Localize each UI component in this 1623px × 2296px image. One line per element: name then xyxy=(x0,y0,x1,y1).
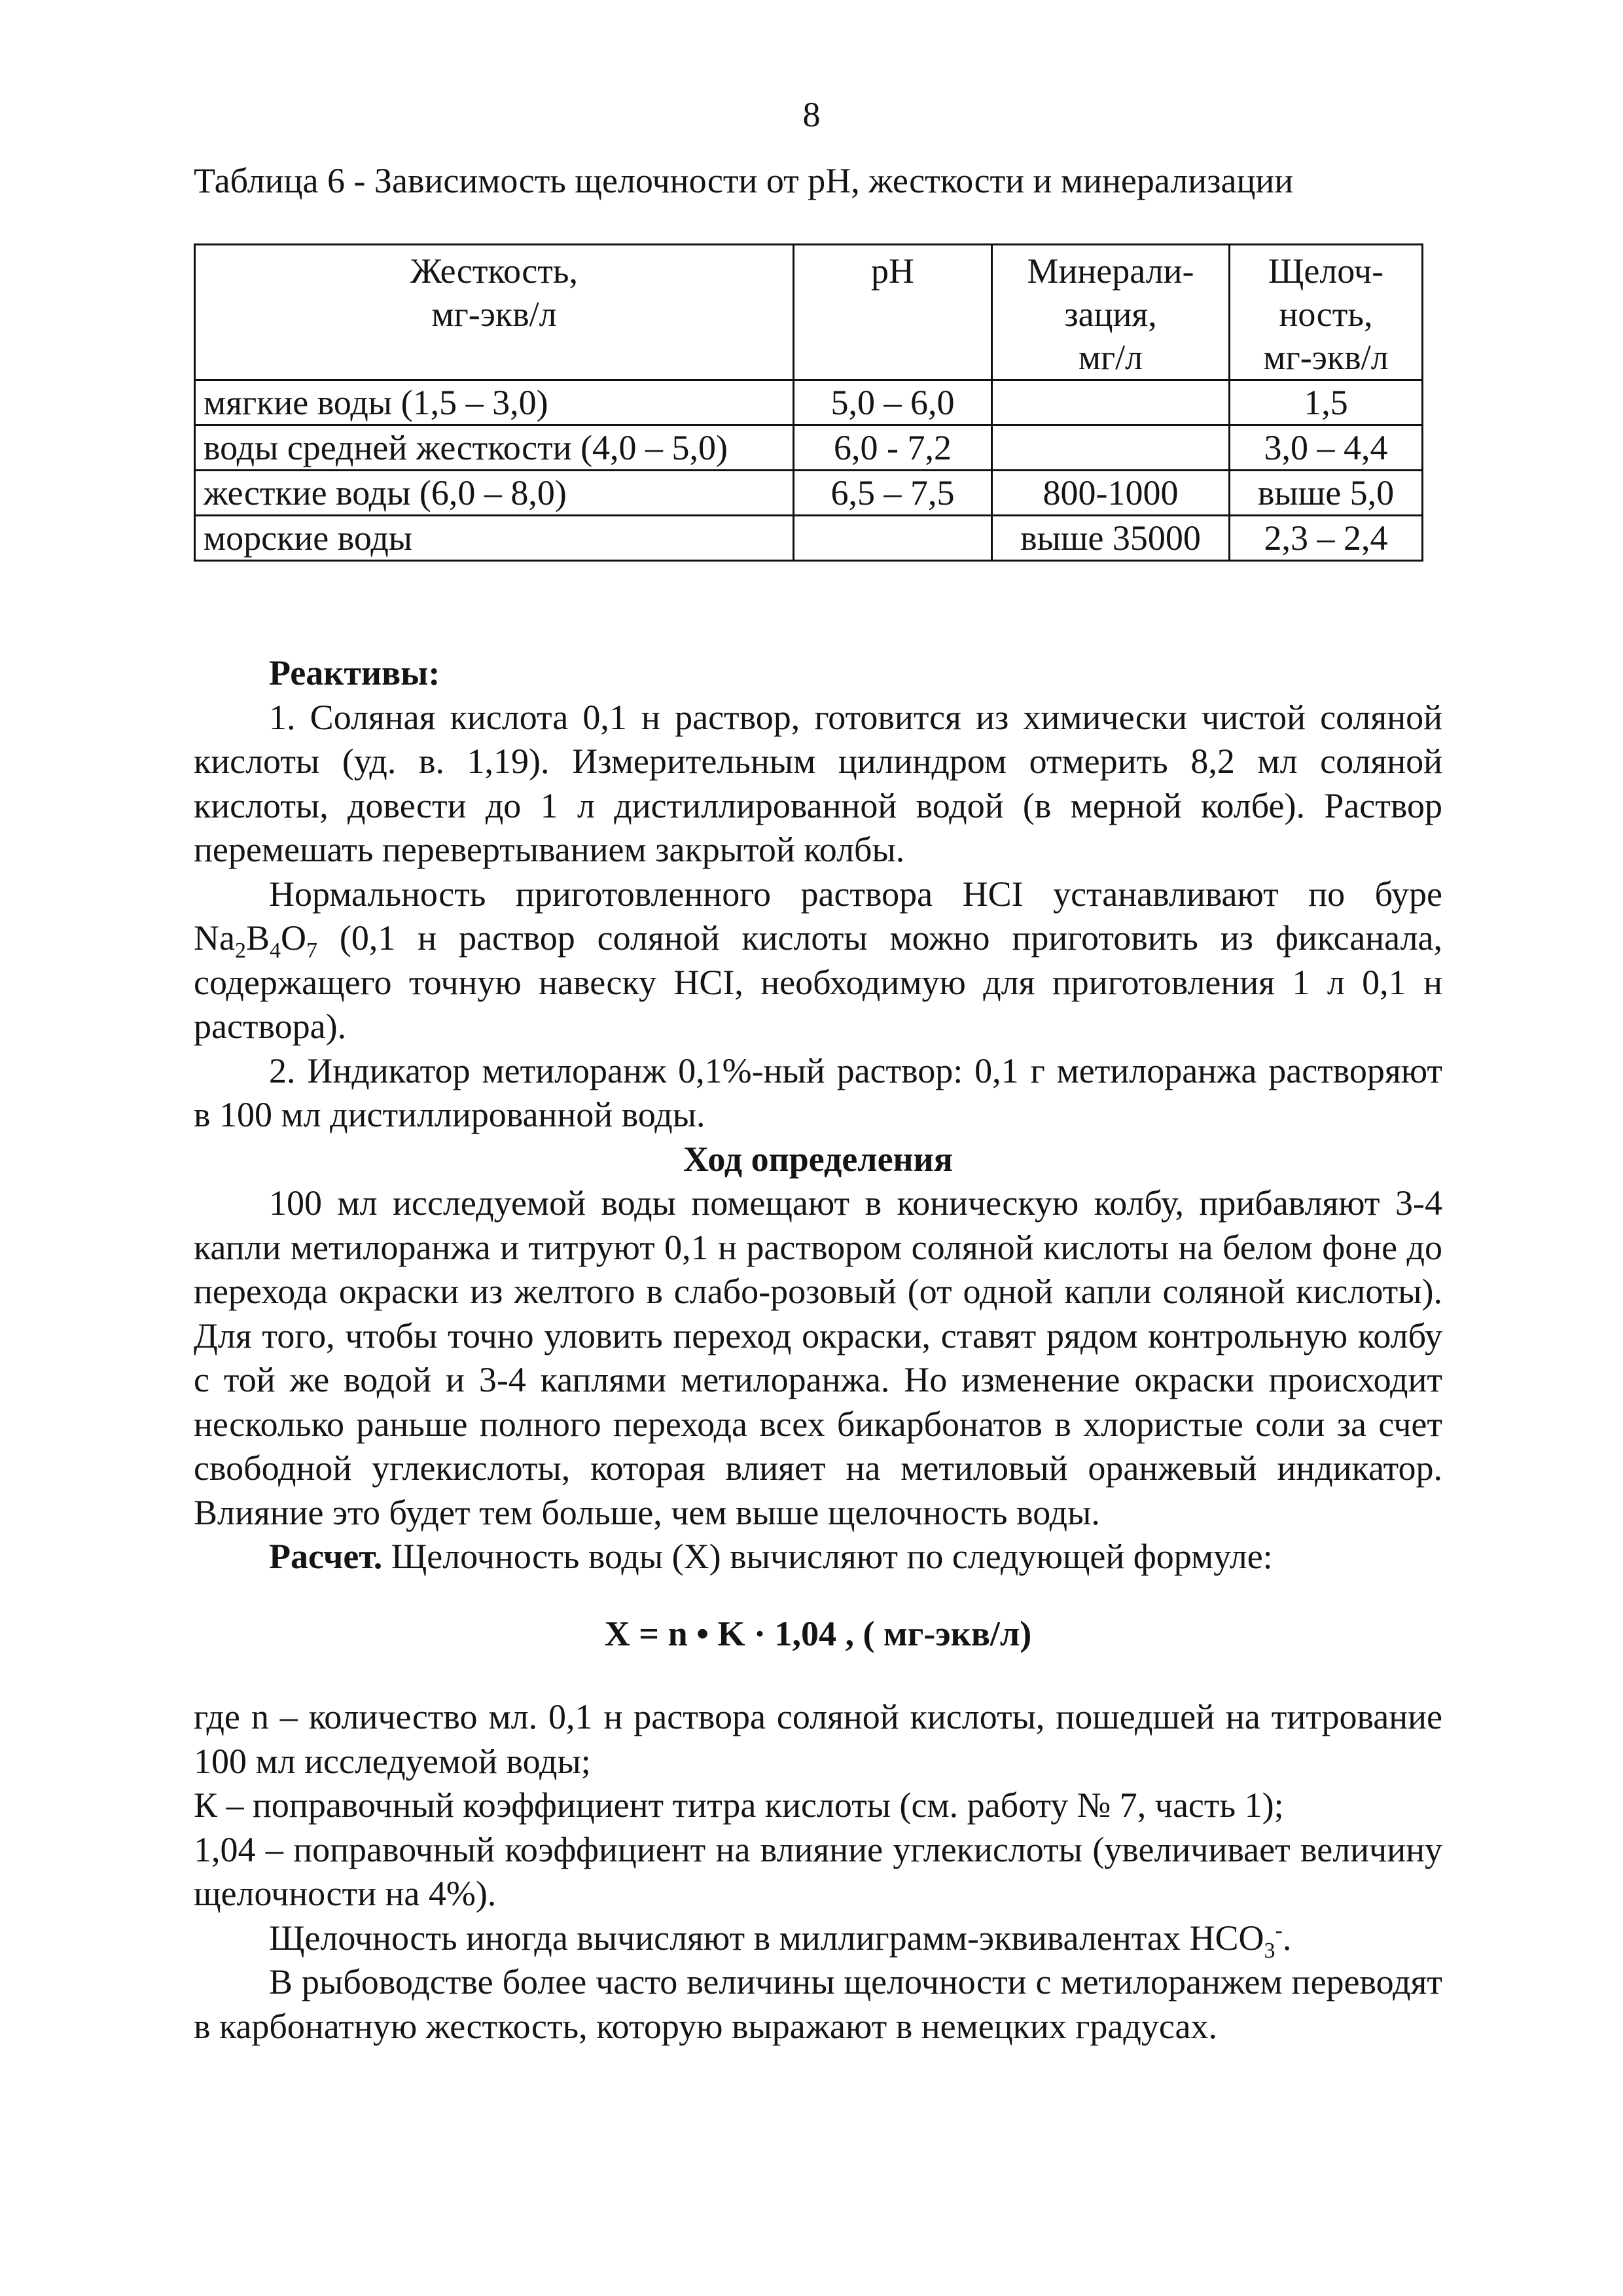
table-row xyxy=(195,516,1423,561)
reagents-heading: Реактивы: xyxy=(269,653,440,692)
definition-n: где n – количество мл. 0,1 н раствора соляной кислоты, пошедшей на титрование 100 мл исследуемой воды; xyxy=(194,1697,1442,1781)
table-caption: Таблица 6 - Зависимость щелочности от pH, жесткости и минерализации xyxy=(194,161,1294,200)
alkalinity-table xyxy=(194,243,1423,562)
text-run: Щелочность воды (X) вычисляют по следующей формуле: xyxy=(382,1537,1273,1576)
table-cell xyxy=(992,425,1230,471)
table-cell: 1,5 xyxy=(1230,380,1423,425)
header-text: зация, xyxy=(1064,295,1157,334)
subscript: 3 xyxy=(1264,1938,1275,1963)
table-header-row xyxy=(195,245,1423,380)
table-cell xyxy=(794,516,992,561)
header-text: pH xyxy=(871,251,914,291)
table-cell: 2,3 – 2,4 xyxy=(1230,516,1423,561)
text-run: O xyxy=(281,918,306,958)
header-ph xyxy=(794,245,992,380)
table-cell: выше 35000 xyxy=(992,516,1230,561)
table-cell: 800-1000 xyxy=(992,471,1230,516)
table-cell: 3,0 – 4,4 xyxy=(1230,425,1423,471)
header-text: Жесткость, xyxy=(410,251,579,291)
header-text: мг-экв/л xyxy=(431,295,557,334)
page-number: 8 xyxy=(802,95,821,134)
table-cell: морские воды xyxy=(195,516,794,561)
table-cell: 5,0 – 6,0 xyxy=(794,380,992,425)
header-text: ность, xyxy=(1279,295,1373,334)
text-run: . xyxy=(1282,1918,1292,1958)
header-mineralization xyxy=(992,245,1230,380)
closing-paragraph-2: В рыбоводстве более часто величины щелочности с метилоранжем переводят в карбонатную жесткость, которую выражают в немецких градусах. xyxy=(194,1962,1442,2046)
header-hardness xyxy=(195,245,794,380)
table-cell: жесткие воды (6,0 – 8,0) xyxy=(195,471,794,516)
superscript: - xyxy=(1275,1918,1283,1943)
text-run: B xyxy=(245,918,270,958)
alkalinity-formula: X = n • K · 1,04 , ( мг-экв/л) xyxy=(604,1613,1032,1653)
text-run: Нормальность приготовленного раствора HCI устанавливают по буре Na xyxy=(194,874,1442,958)
main-text xyxy=(194,651,1442,2049)
table-cell: 6,0 - 7,2 xyxy=(794,425,992,471)
header-alkalinity xyxy=(1230,245,1423,380)
subscript: 4 xyxy=(270,938,281,963)
text-run: Щелочность иногда вычисляют в миллиграмм-эквивалентах HCO xyxy=(269,1918,1264,1958)
header-text: мг/л xyxy=(1078,338,1143,377)
definition-k: К – поправочный коэффициент титра кислоты (см. работу № 7, часть 1); xyxy=(194,1785,1284,1825)
table-row xyxy=(195,471,1423,516)
calculation-label: Расчет. xyxy=(269,1537,383,1576)
procedure-paragraph: 100 мл исследуемой воды помещают в коническую колбу, прибавляют 3-4 капли метилоранжа и титруют 0,1 н раствором соляной кислоты на белом фоне до перехода окраски из желтого в слабо-розовый (от одной капли соляной кислоты). Для того, чтобы точно уловить переход окраски, ставят рядом контрольную колбу с той же водой и 3-4 каплями метилоранжа. Но изменение окраски происходит несколько раньше полного перехода всех бикарбонатов в хлористые соли за счет свободной углекислоты, которая влияет на метиловый оранжевый индикатор. Влияние это будет тем больше, чем выше щелочность воды. xyxy=(194,1183,1442,1532)
table-cell: мягкие воды (1,5 – 3,0) xyxy=(195,380,794,425)
header-text: Щелоч- xyxy=(1268,251,1384,291)
header-text: Минерали- xyxy=(1027,251,1194,291)
header-text: мг-экв/л xyxy=(1263,338,1389,377)
definition-coefficient: 1,04 – поправочный коэффициент на влияние углекислоты (увеличивает величину щелочности на 4%). xyxy=(194,1829,1442,1913)
reagent-item-2: 2. Индикатор метилоранж 0,1%-ный раствор: 0,1 г метилоранжа растворяют в 100 мл дистиллированной воды. xyxy=(194,1050,1442,1134)
table-cell xyxy=(992,380,1230,425)
subscript: 2 xyxy=(234,938,246,963)
table-cell: 6,5 – 7,5 xyxy=(794,471,992,516)
calculation-paragraph xyxy=(194,1535,1442,1579)
table-cell: выше 5,0 xyxy=(1230,471,1423,516)
reagent-item-1: 1. Соляная кислота 0,1 н раствор, готовится из химически чистой соляной кислоты (уд. в. 1,19). Измерительным цилиндром отмерить 8,2 мл соляной кислоты, довести до 1 л дистиллированной водой (в мерной колбе). Раствор перемешать перевертыванием закрытой колбы. xyxy=(194,697,1442,869)
table-row xyxy=(195,425,1423,471)
table-row xyxy=(195,380,1423,425)
normality-paragraph xyxy=(194,872,1442,1049)
text-run: (0,1 н раствор соляной кислоты можно приготовить из фиксанала, содержащего точную навеску HCI, необходимую для приготовления 1 л 0,1 н раствора). xyxy=(194,918,1442,1046)
closing-paragraph-1 xyxy=(194,1916,1442,1961)
procedure-heading: Ход определения xyxy=(683,1139,953,1179)
subscript: 7 xyxy=(306,938,317,963)
table-cell: воды средней жесткости (4,0 – 5,0) xyxy=(195,425,794,471)
